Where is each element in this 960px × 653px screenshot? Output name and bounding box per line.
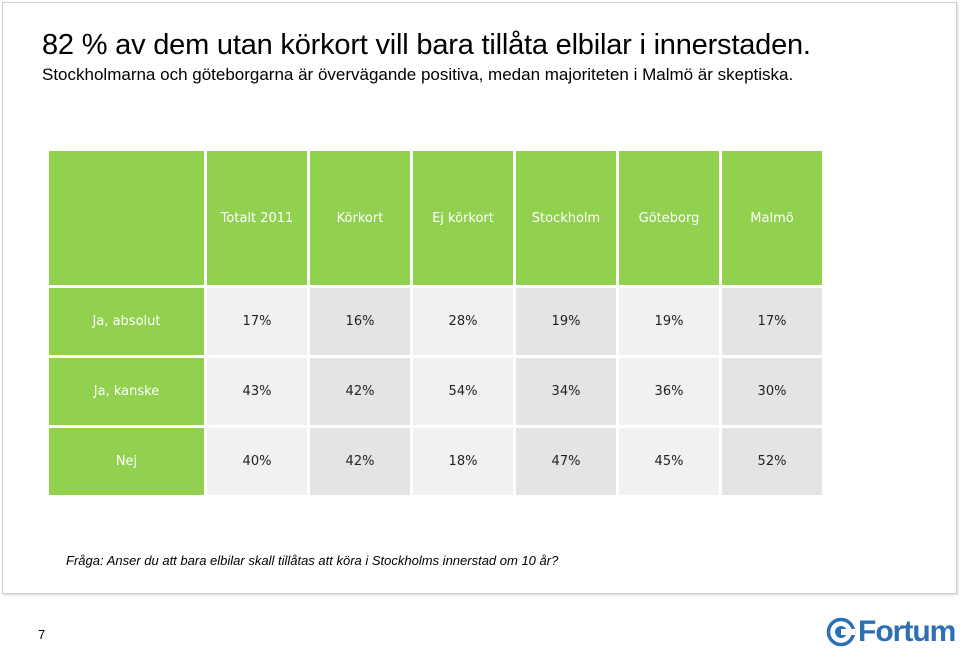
table-cell: 54% xyxy=(413,358,513,425)
column-header: Körkort xyxy=(310,151,410,285)
page-number: 7 xyxy=(38,627,46,642)
table-cell: 17% xyxy=(207,288,307,355)
column-header: Totalt 2011 xyxy=(207,151,307,285)
table-corner-cell xyxy=(49,151,204,285)
row-label: Nej xyxy=(49,428,204,495)
table-cell: 16% xyxy=(310,288,410,355)
row-label: Ja, absolut xyxy=(49,288,204,355)
table-header-row xyxy=(49,151,822,285)
table-cell: 28% xyxy=(413,288,513,355)
table-row xyxy=(49,358,822,425)
table-cell: 42% xyxy=(310,358,410,425)
table-cell: 18% xyxy=(413,428,513,495)
table-row xyxy=(49,428,822,495)
table-cell: 40% xyxy=(207,428,307,495)
column-header: Stockholm xyxy=(516,151,616,285)
table-cell: 17% xyxy=(722,288,822,355)
column-header: Göteborg xyxy=(619,151,719,285)
column-header: Malmö xyxy=(722,151,822,285)
table-cell: 36% xyxy=(619,358,719,425)
slide-subtitle: Stockholmarna och göteborgarna är övervägande positiva, medan majoriteten i Malmö är skeptiska. xyxy=(42,65,794,84)
table-cell: 45% xyxy=(619,428,719,495)
survey-question: Fråga: Anser du att bara elbilar skall tillåtas att köra i Stockholms innerstad om 10 år? xyxy=(66,553,559,568)
results-table xyxy=(46,148,825,498)
table-row xyxy=(49,288,822,355)
logo-text: Fortum xyxy=(858,615,956,648)
table-cell: 19% xyxy=(516,288,616,355)
row-label: Ja, kanske xyxy=(49,358,204,425)
table-cell: 42% xyxy=(310,428,410,495)
table-cell: 19% xyxy=(619,288,719,355)
table-cell: 52% xyxy=(722,428,822,495)
table-cell: 34% xyxy=(516,358,616,425)
fortum-logo xyxy=(826,614,955,650)
table-cell: 30% xyxy=(722,358,822,425)
column-header: Ej körkort xyxy=(413,151,513,285)
fortum-logo-icon xyxy=(826,617,856,647)
table-cell: 43% xyxy=(207,358,307,425)
slide-title: 82 % av dem utan körkort vill bara tillåta elbilar i innerstaden. xyxy=(42,29,811,61)
table-cell: 47% xyxy=(516,428,616,495)
